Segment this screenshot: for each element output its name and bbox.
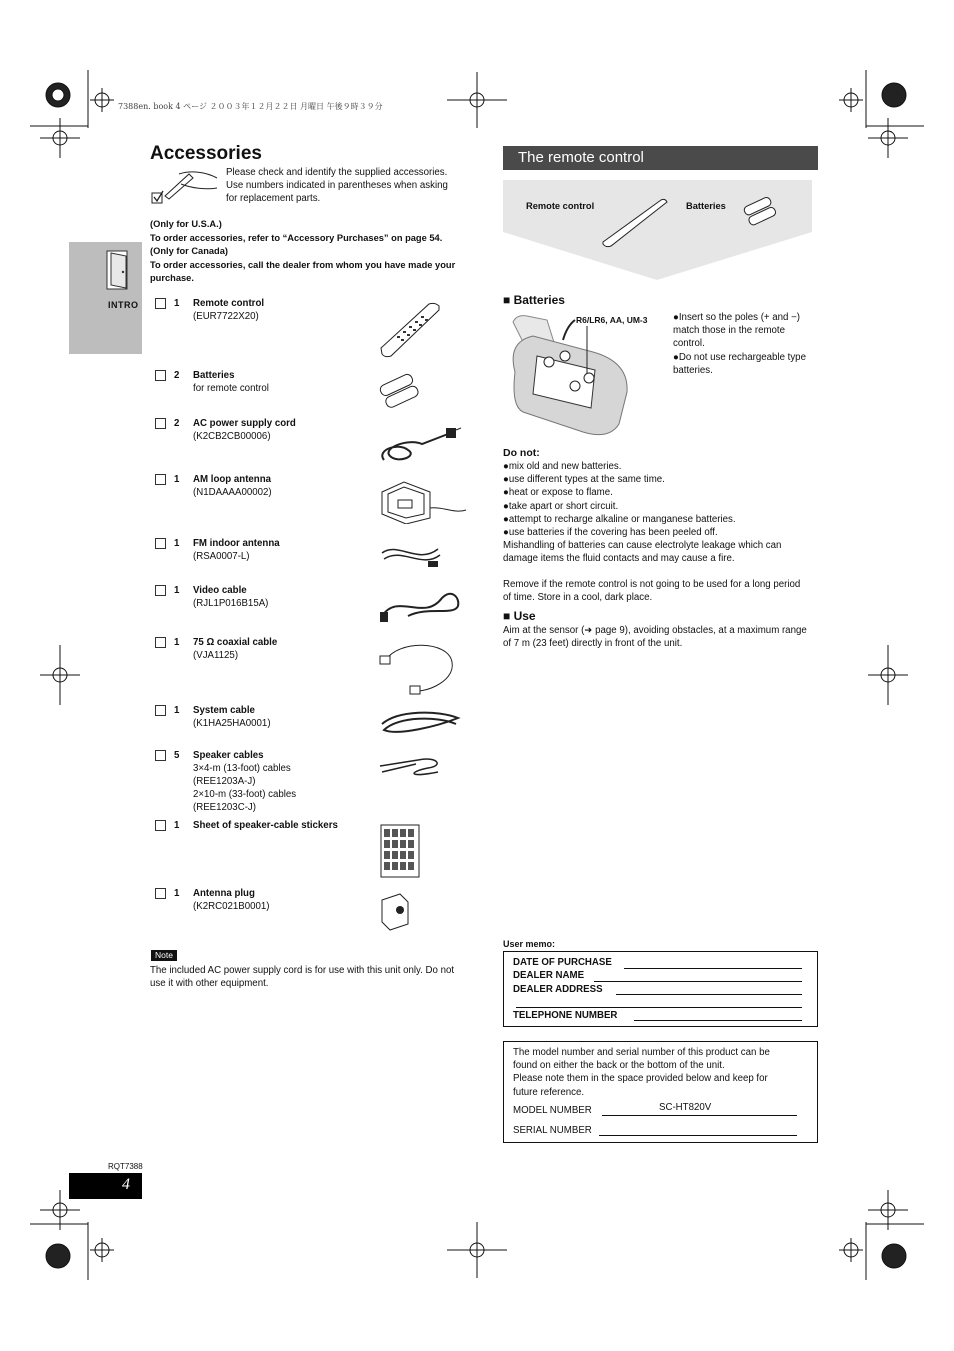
item-qty: 1 <box>174 585 180 596</box>
do-not-heading: Do not: <box>503 447 540 459</box>
accessories-title: Accessories <box>150 143 262 164</box>
ac-cord-image <box>378 420 462 466</box>
memo-line[interactable] <box>634 1020 802 1021</box>
item-detail: 2×10-m (33-foot) cables <box>193 789 297 800</box>
item-detail: (K2RC021B0001) <box>193 901 270 912</box>
item-detail: (VJA1125) <box>193 650 239 661</box>
note-badge: Note <box>151 950 177 961</box>
section-label: INTRO <box>108 300 139 310</box>
order-note: (Only for Canada) <box>150 246 228 256</box>
checkbox[interactable] <box>155 418 166 429</box>
order-notes <box>150 218 475 286</box>
do-not-item: ●mix old and new batteries. <box>503 461 622 472</box>
do-not-text: attempt to recharge alkaline or manganese batteries. <box>508 513 736 525</box>
door-icon <box>106 250 132 292</box>
item-detail: (K2CB2CB00006) <box>193 431 271 442</box>
checkbox[interactable] <box>155 705 166 716</box>
batteries-image <box>378 372 424 408</box>
item-name: Speaker cables <box>193 750 264 761</box>
checkbox[interactable] <box>155 538 166 549</box>
battery-insertion-diagram <box>503 312 633 438</box>
batteries-heading-text: Batteries <box>513 293 565 307</box>
item-detail: for remote control <box>193 383 269 394</box>
page-number-tab <box>69 1173 142 1199</box>
intro-line: for replacement parts. <box>226 193 321 204</box>
item-detail: (RJL1P016B15A) <box>193 598 269 609</box>
video-cable-image <box>378 586 464 626</box>
item-qty: 1 <box>174 820 180 831</box>
note-text: The included AC power supply cord is for use with this unit only. Do not use it with other equipment. <box>150 965 455 989</box>
item-name: FM indoor antenna <box>193 538 280 549</box>
remote-control-image <box>377 300 443 360</box>
model-line <box>602 1115 797 1116</box>
checkbox[interactable] <box>155 820 166 831</box>
item-detail: (K1HA25HA0001) <box>193 718 271 729</box>
item-name: Batteries <box>193 370 235 381</box>
item-name: Remote control <box>193 298 265 309</box>
system-cable-image <box>378 706 464 738</box>
item-detail: (EUR7722X20) <box>193 311 259 322</box>
checkbox[interactable] <box>155 585 166 596</box>
book-header: 7388en. book 4 ページ ２００３年１２月２２日 月曜日 午後９時３９分 <box>118 102 383 111</box>
memo-line[interactable] <box>624 968 802 969</box>
user-memo-label: User memo: <box>503 939 556 949</box>
checkbox[interactable] <box>155 298 166 309</box>
serial-info-line: future reference. <box>513 1086 585 1098</box>
item-name: 75 Ω coaxial cable <box>193 637 278 648</box>
item-name: AC power supply cord <box>193 418 296 429</box>
item-qty: 1 <box>174 298 180 309</box>
do-not-text: mix old and new batteries. <box>508 461 622 472</box>
serial-number-label: SERIAL NUMBER <box>513 1125 592 1136</box>
item-qty: 2 <box>174 418 180 429</box>
item-qty: 1 <box>174 705 180 716</box>
item-detail: (REE1203C-J) <box>193 802 256 813</box>
item-name: Video cable <box>193 585 247 596</box>
memo-field-address: DEALER ADDRESS <box>513 984 603 995</box>
battery-bullet-text: Insert so the poles (+ and −) match those in the remote control. <box>673 312 801 350</box>
remove-text: Remove if the remote control is not going to be used for a long period of time. Store in a cool, dark place. <box>503 579 801 604</box>
use-heading: ■ Use <box>503 609 536 623</box>
item-detail: (REE1203A-J) <box>193 776 256 787</box>
item-detail: (N1DAAAA00002) <box>193 487 272 498</box>
memo-field-date: DATE OF PURCHASE <box>513 957 612 968</box>
item-detail: 3×4-m (13-foot) cables <box>193 763 291 774</box>
item-name: Antenna plug <box>193 888 255 899</box>
item-qty: 2 <box>174 370 180 381</box>
item-qty: 1 <box>174 637 180 648</box>
cable-stickers-image <box>380 824 420 878</box>
do-not-text: take apart or short circuit. <box>508 500 619 512</box>
order-note: To order accessories, call the dealer from whom you have made your purchase. <box>150 259 456 283</box>
batteries-heading: ■ Batteries <box>503 293 565 307</box>
section-title: The remote control <box>518 149 644 166</box>
memo-field-dealer: DEALER NAME <box>513 970 585 981</box>
user-memo-box <box>503 951 818 1027</box>
item-name: System cable <box>193 705 255 716</box>
item-name: AM loop antenna <box>193 474 272 485</box>
order-note: To order accessories, refer to “Accessory Purchases” on page 54. <box>150 232 443 243</box>
page-number: 4 <box>122 1176 130 1193</box>
battery-bullet-text: Do not use rechargeable type batteries. <box>673 351 806 376</box>
box-label-remote: Remote control <box>526 201 595 211</box>
model-number-label: MODEL NUMBER <box>513 1105 592 1116</box>
battery-type: R6/LR6, AA, UM-3 <box>576 315 648 325</box>
memo-line[interactable] <box>516 1007 802 1008</box>
remote-contents-panel <box>503 180 812 280</box>
mishandling-text: Mishandling of batteries can cause electrolyte leakage which can damage items the fluid contacts and may cause a fire. <box>503 540 782 565</box>
do-not-text: heat or expose to flame. <box>508 487 613 499</box>
battery-bullet: ●Insert so the poles (+ and −) match those in the remote control. <box>673 312 801 350</box>
use-heading-text: Use <box>513 609 536 623</box>
am-loop-antenna-image <box>378 478 470 524</box>
do-not-item: ●use different types at the same time. <box>503 474 665 486</box>
item-qty: 1 <box>174 888 180 899</box>
speaker-cables-image <box>378 752 448 782</box>
do-not-item: ●take apart or short circuit. <box>503 500 619 512</box>
serial-info-line: The model number and serial number of this product can be <box>513 1047 770 1058</box>
checkbox[interactable] <box>155 750 166 761</box>
item-qty: 1 <box>174 474 180 485</box>
checkbox[interactable] <box>155 370 166 381</box>
serial-info-line: Please note them in the space provided below and keep for <box>513 1073 768 1085</box>
do-not-text: use batteries if the covering has been peeled off. <box>508 527 718 539</box>
coaxial-cable-image <box>378 640 458 696</box>
serial-number-box <box>503 1041 818 1143</box>
checkbox[interactable] <box>155 637 166 648</box>
checkbox[interactable] <box>155 474 166 485</box>
item-detail: (RSA0007-L) <box>193 551 250 562</box>
pen-check-icon <box>151 166 221 206</box>
section-header <box>503 146 818 170</box>
battery-bullet: ●Do not use rechargeable type batteries. <box>673 351 806 376</box>
memo-line[interactable] <box>594 981 802 982</box>
use-text: Aim at the sensor (➜ page 9), avoiding obstacles, at a maximum range of 7 m (23 feet) directly in front of the unit. <box>503 625 807 650</box>
document-code: RQT7388 <box>108 1162 143 1171</box>
do-not-text: use different types at the same time. <box>508 474 665 486</box>
fm-antenna-image <box>378 537 450 573</box>
serial-line[interactable] <box>599 1135 797 1136</box>
checkbox[interactable] <box>155 888 166 899</box>
do-not-item: ●heat or expose to flame. <box>503 487 613 499</box>
serial-info-line: found on either the back or the bottom of the unit. <box>513 1060 725 1072</box>
do-not-item: ●use batteries if the covering has been peeled off. <box>503 527 718 539</box>
memo-line[interactable] <box>616 994 802 995</box>
item-name: Sheet of speaker-cable stickers <box>193 820 338 831</box>
item-qty: 5 <box>174 750 180 761</box>
memo-field-phone: TELEPHONE NUMBER <box>513 1010 618 1021</box>
order-note: (Only for U.S.A.) <box>150 219 222 229</box>
model-number-value: SC-HT820V <box>659 1102 712 1113</box>
item-qty: 1 <box>174 538 180 549</box>
do-not-item: ●attempt to recharge alkaline or manganese batteries. <box>503 513 736 525</box>
intro-line: Use numbers indicated in parentheses when asking <box>226 180 448 191</box>
antenna-plug-image <box>378 890 412 934</box>
intro-line: Please check and identify the supplied accessories. <box>226 167 448 178</box>
box-label-batteries: Batteries <box>686 201 726 211</box>
